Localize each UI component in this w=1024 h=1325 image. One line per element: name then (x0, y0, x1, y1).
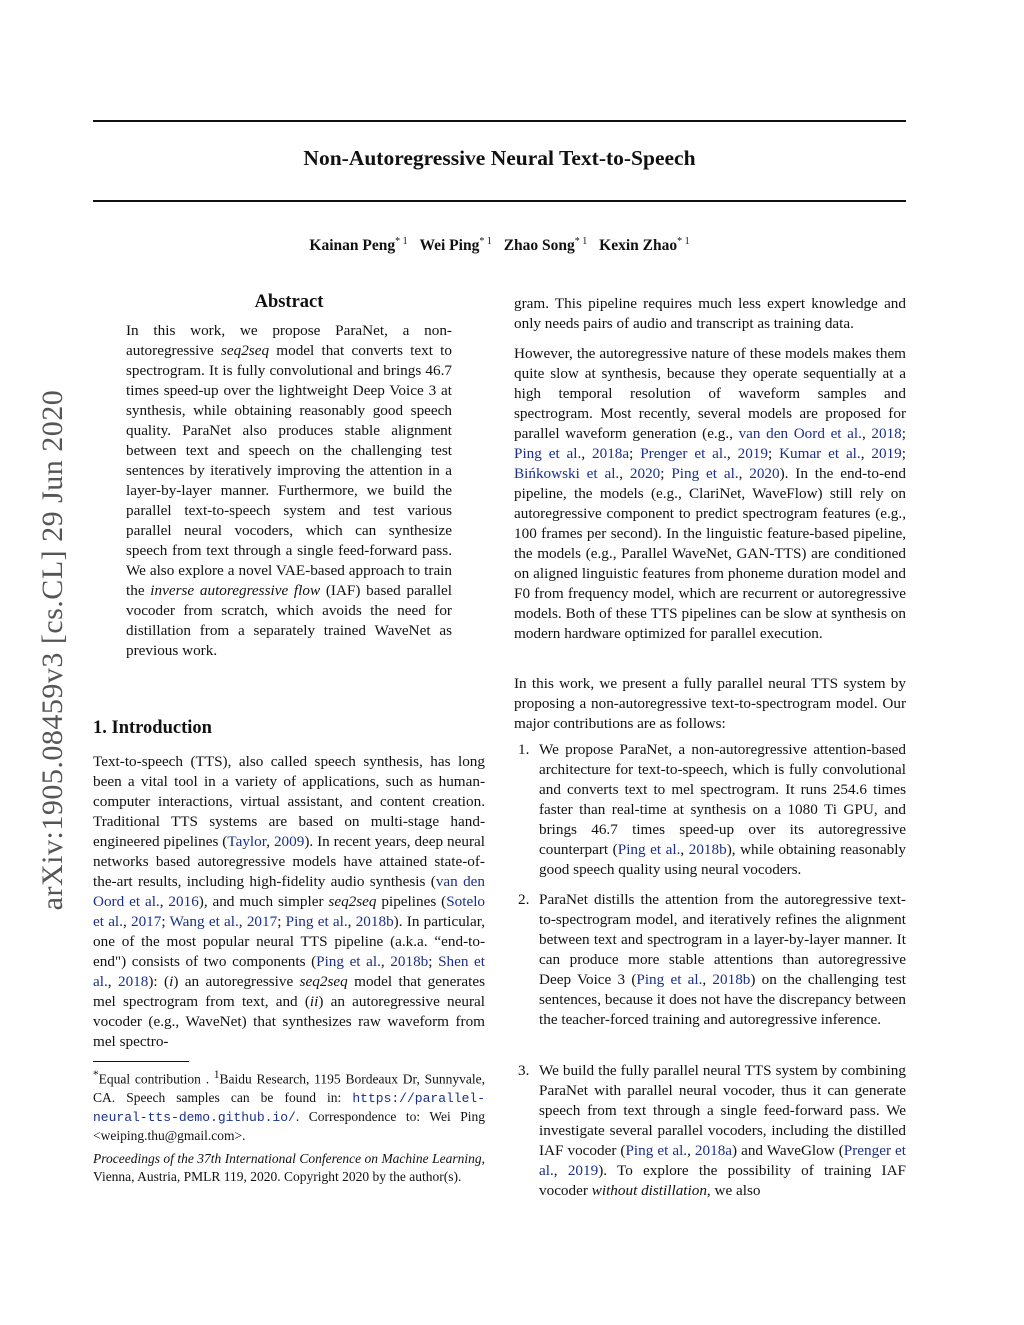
right-column-continuation: gram. This pipeline requires much less expert knowledge and only needs pairs of audio and transcript as training data. (514, 295, 906, 332)
citation-link[interactable]: van den Oord et al. (93, 873, 485, 910)
author: Wei Ping$^{* 1}$ (419, 236, 492, 255)
abstract-text: In this work, we propose ParaNet, a non-autoregressive seq2seq model that converts text to spectrogram. It is fully convolutional and brings 46.7 times speed-up over the lightweight Deep Voice 3 at synthesis, while obtaining reasonably good speech quality. ParaNet also produces stable alignment between text and speech on the challenging test sentences by iteratively improving the attention in a layer-by-layer manner. Furthermore, we build the parallel text-to-speech system and test various parallel neural vocoders, which can synthesize speech from text through a single feed-forward pass. We also explore a novel VAE-based approach to train the inverse autoregressive flow (IAF) based parallel vocoder from scratch, which avoids the need for distillation from a separately trained WaveNet as previous work. (126, 322, 453, 659)
citation-link[interactable]: Ping et al. (285, 913, 348, 930)
citation-link[interactable]: Sotelo et al. (93, 893, 486, 930)
citation-link[interactable]: 2017 (130, 913, 162, 930)
citation-link[interactable]: Ping et al. (671, 465, 739, 482)
proceedings-note: Proceedings of the 37th International Conference on Machine Learning, Vienna, Austria, PMLR 119, 2020. Copyright 2020 by the author(s). (93, 1151, 485, 1184)
citation-link[interactable]: 2019 (737, 445, 768, 462)
citation-link[interactable]: Ping et al. (316, 953, 381, 970)
top-rule (93, 120, 906, 122)
footnote-rule (93, 1061, 189, 1062)
list-number: 2. (518, 891, 530, 908)
citation-link[interactable]: Taylor (227, 833, 267, 850)
paper-title: Non-Autoregressive Neural Text-to-Speech (303, 146, 696, 170)
citation-link[interactable]: 2018 (117, 973, 149, 990)
citation-link[interactable]: Kumar et al. (779, 445, 861, 462)
list-number: 1. (518, 741, 530, 758)
citation-link[interactable]: 2018a (694, 1142, 733, 1159)
title-bottom-rule (93, 200, 906, 202)
demo-url-link[interactable]: https://parallel-neural-tts-demo.github.io/ (93, 1090, 485, 1125)
list-item-text: We build the fully parallel neural TTS system by combining ParaNet with parallel neural vocoder, thus it can generate speech from text through a single feed-forward pass. We investigate several parallel vocoders, including the distilled IAF vocoder (Ping et al., 2018a) and WaveGlow (Prenger et al., 2019). To explore the possibility of training IAF vocoder without distillation, we also (539, 1062, 907, 1199)
citation-link[interactable]: 2017 (246, 913, 278, 930)
citation-link[interactable]: 2019 (871, 445, 902, 462)
author: Zhao Song$^{* 1}$ (503, 236, 588, 255)
citation-link[interactable]: 2018b (390, 953, 429, 970)
citation-link[interactable]: 2018b (355, 913, 394, 930)
citation-link[interactable]: 2016 (168, 893, 199, 910)
citation-link[interactable]: Wang et al. (169, 913, 239, 930)
author: Kainan Peng$^{* 1}$ (309, 236, 408, 255)
citation-link[interactable]: 2019 (567, 1162, 599, 1179)
abstract-heading: Abstract (254, 292, 324, 312)
citation-link[interactable]: 2020 (629, 465, 661, 482)
citation-link[interactable]: Ping et al. (514, 445, 582, 462)
list-item-text: ParaNet distills the attention from the autoregressive text-to-spectrogram model, and iteratively refines the alignment between text and spectrogram in a layer-by-layer manner. It can produce more stable attentions than autoregressive Deep Voice 3 (Ping et al., 2018b) on the challenging test sentences, because it does not have the discrepancy between the teacher-forced training and autoregressive inference. (539, 891, 906, 1028)
citation-link[interactable]: van den Oord et al. (738, 425, 862, 442)
citation-link[interactable]: Ping et al. (617, 841, 681, 858)
list-number: 3. (518, 1062, 530, 1079)
author-list (93, 236, 906, 255)
citation-link[interactable]: Bińkowski et al. (514, 465, 620, 482)
citation-link[interactable]: Prenger et al. (640, 445, 727, 462)
citation-link[interactable]: Ping et al. (636, 971, 703, 988)
right-column-paragraph: However, the autoregressive nature of these models makes them quite slow at synthesis, because they operate sequentially at a high temporal resolution of waveform samples and spectrogram. Most recently, several models are proposed for parallel waveform generation (e.g., van den Oord et al., 2018; Ping et al., 2018a; Prenger et al., 2019; Kumar et al., 2019; Bińkowski et al., 2020; Ping et al., 2020). In the end-to-end pipeline, the models (e.g., ClariNet, WaveFlow) still rely on autoregressive component to predict spectrogram features (e.g., 100 frames per second). In the linguistic feature-based pipeline, the models (e.g., Parallel WaveNet, GAN-TTS) are conditioned on aligned linguistic features from phoneme duration model and F0 from frequency model, which are recurrent or autoregressive models. Both of these TTS pipelines can be slow at synthesis on modern hardware optimized for parallel execution. (514, 345, 906, 642)
citation-link[interactable]: Prenger et al. (539, 1142, 907, 1179)
citation-link[interactable]: 2018 (871, 425, 902, 442)
citation-link[interactable]: Shen et al. (93, 953, 485, 990)
list-item-text: We propose ParaNet, a non-autoregressive attention-based architecture for text-to-speech, which is fully convolutional and converts text to mel spectrogram. It runs 254.6 times faster than real-time at synthesis on a 1080 Ti GPU, and brings 46.7 times speed-up over its autoregressive counterpart (Ping et al., 2018b), while obtaining reasonably good speech quality using neural vocoders. (539, 741, 907, 878)
citation-link[interactable]: 2018b (688, 841, 727, 858)
arxiv-stamp: arXiv:1905.08459v3 [cs.CL] 29 Jun 2020 (36, 389, 69, 911)
citation-link[interactable]: 2020 (749, 465, 780, 482)
introduction-text: Text-to-speech (TTS), also called speech synthesis, has long been a vital tool in a variety of applications, such as human-computer interactions, virtual assistant, and content creation. Traditional TTS systems are based on multi-stage hand-engineered pipelines (Taylor, 2009). In recent years, deep neural networks based autoregressive models have attained state-of-the-art results, including high-fidelity audio synthesis (van den Oord et al., 2016), and much simpler seq2seq pipelines (Sotelo et al., 2017; Wang et al., 2017; Ping et al., 2018b). In particular, one of the most popular neural TTS pipeline (a.k.a. “end-to-end") consists of two components (Ping et al., 2018b; Shen et al., 2018): (i) an autoregressive seq2seq model that generates mel spectrogram from text, and (ii) an autoregressive neural vocoder (e.g., WaveNet) that synthesizes raw waveform from mel spectro- (93, 753, 486, 1050)
footnote: *Equal contribution . $^1$Baidu Research, 1195 Bordeaux Dr, Sunnyvale, CA. Speech samples can be found in: https://parallel-neural-tts-demo.github.io/. Correspondence to: Wei Ping <weiping.thu@gmail.com>. (93, 1069, 485, 1143)
citation-link[interactable]: 2018b (712, 971, 751, 988)
citation-link[interactable]: 2018a (592, 445, 630, 462)
right-column-paragraph: In this work, we present a fully parallel neural TTS system by proposing a non-autoregressive text-to-spectrogram model. Our major contributions are as follows: (514, 675, 906, 732)
citation-link[interactable]: Ping et al. (625, 1142, 688, 1159)
author: Kexin Zhao$^{* 1}$ (599, 236, 690, 255)
introduction-heading: 1. Introduction (93, 718, 212, 738)
citation-link[interactable]: 2009 (273, 833, 305, 850)
